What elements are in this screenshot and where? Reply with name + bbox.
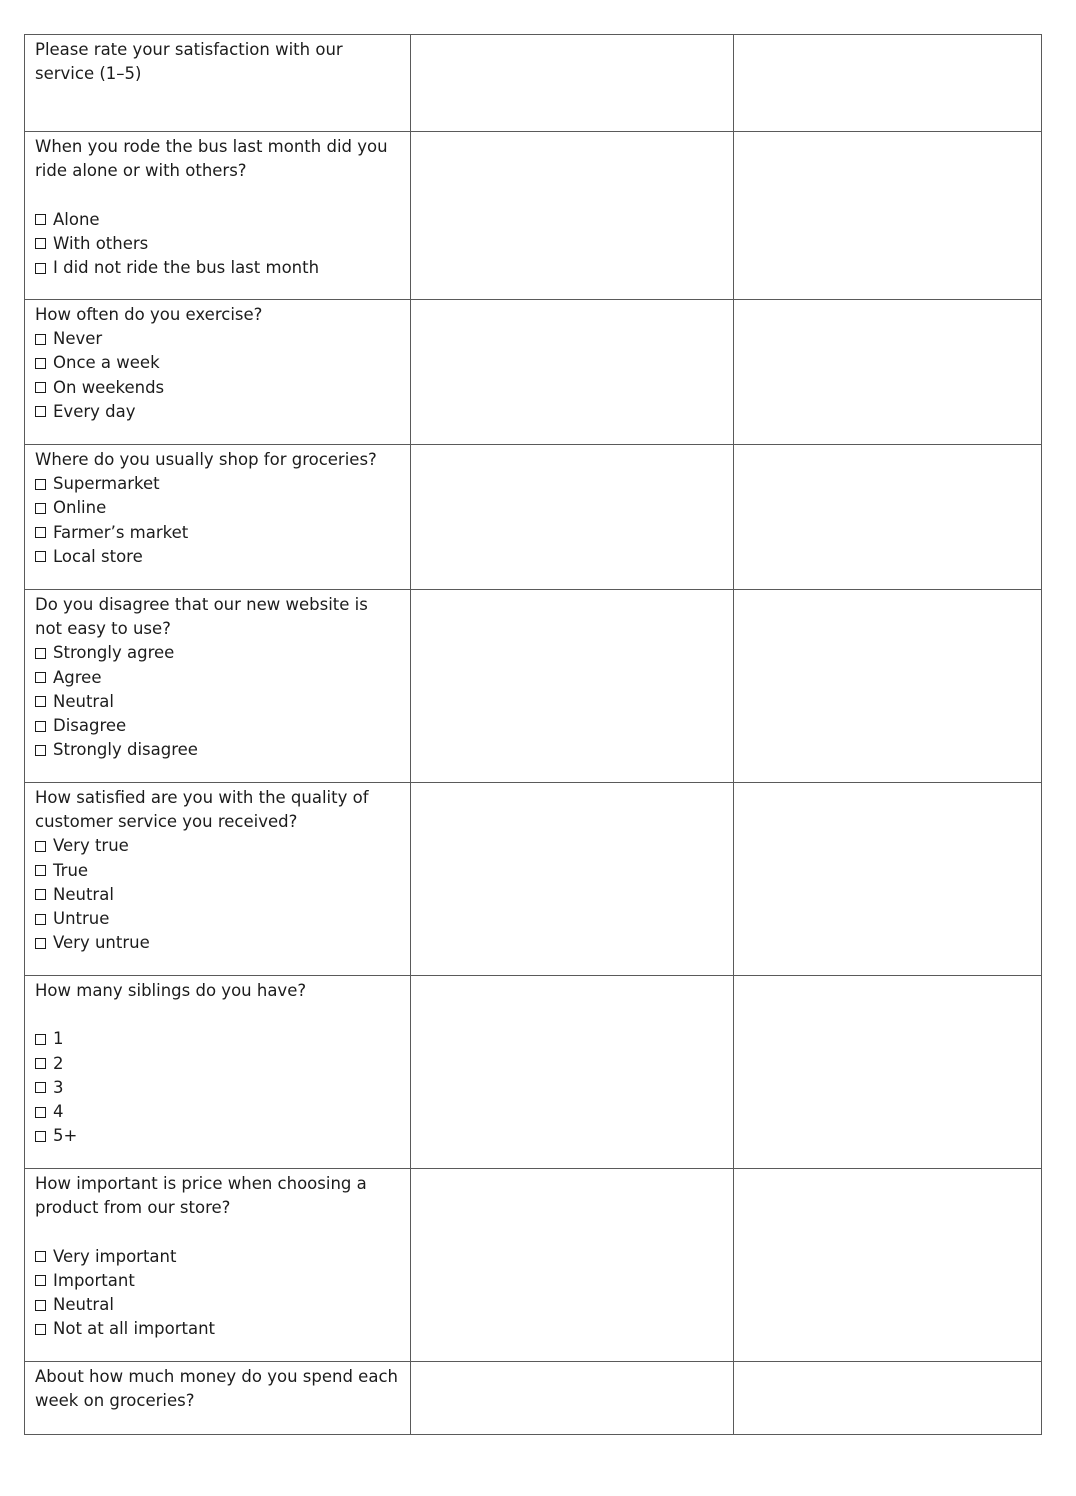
notes-cell[interactable]: [734, 976, 1042, 1169]
notes-cell[interactable]: [734, 783, 1042, 976]
option-item[interactable]: [35, 1269, 400, 1293]
checkbox-icon[interactable]: [35, 503, 46, 514]
checkbox-icon[interactable]: [35, 672, 46, 683]
option-label: With others: [53, 233, 149, 253]
checkbox-icon[interactable]: [35, 238, 46, 249]
answer-cell[interactable]: [411, 132, 734, 300]
checkbox-icon[interactable]: [35, 1058, 46, 1069]
answer-cell[interactable]: [411, 1169, 734, 1362]
option-label: 2: [53, 1053, 64, 1073]
option-item[interactable]: [35, 714, 400, 738]
checkbox-icon[interactable]: [35, 914, 46, 925]
question-text: How satisfied are you with the quality of customer service you received?: [35, 788, 369, 832]
option-label: True: [53, 860, 89, 880]
survey-table: [24, 34, 1042, 1435]
option-item[interactable]: [35, 327, 400, 351]
question-text: How important is price when choosing a product from our store?: [35, 1174, 367, 1218]
survey-row: [25, 445, 1042, 590]
option-label: Neutral: [53, 1294, 114, 1314]
option-label: Agree: [53, 667, 102, 687]
option-label: Alone: [53, 209, 100, 229]
question-cell: [25, 300, 411, 445]
checkbox-icon[interactable]: [35, 721, 46, 732]
survey-row: [25, 1362, 1042, 1435]
option-list: [35, 208, 400, 281]
option-item[interactable]: [35, 1100, 400, 1124]
checkbox-icon[interactable]: [35, 1107, 46, 1118]
question-cell: [25, 1169, 411, 1362]
option-label: On weekends: [53, 377, 165, 397]
notes-cell[interactable]: [734, 132, 1042, 300]
checkbox-icon[interactable]: [35, 551, 46, 562]
option-list: [35, 327, 400, 424]
option-label: Strongly disagree: [53, 740, 198, 760]
option-label: 3: [53, 1077, 64, 1097]
option-item[interactable]: [35, 545, 400, 569]
checkbox-icon[interactable]: [35, 1275, 46, 1286]
option-item[interactable]: [35, 376, 400, 400]
option-item[interactable]: [35, 256, 400, 280]
question-text: When you rode the bus last month did you ride alone or with others?: [35, 137, 388, 181]
option-list: [35, 1027, 400, 1148]
question-text: How often do you exercise?: [35, 305, 263, 324]
checkbox-icon[interactable]: [35, 1251, 46, 1262]
question-cell: [25, 445, 411, 590]
option-item[interactable]: [35, 931, 400, 955]
option-list: [35, 834, 400, 955]
survey-row: [25, 132, 1042, 300]
answer-cell[interactable]: [411, 1362, 734, 1435]
question-cell: [25, 1362, 411, 1435]
option-label: Not at all important: [53, 1319, 216, 1339]
answer-cell[interactable]: [411, 590, 734, 783]
checkbox-icon[interactable]: [35, 1131, 46, 1142]
option-label: 1: [53, 1029, 64, 1049]
option-label: Very untrue: [53, 933, 150, 953]
answer-cell[interactable]: [411, 445, 734, 590]
option-item[interactable]: [35, 1027, 400, 1051]
option-label: Important: [53, 1270, 135, 1290]
notes-cell[interactable]: [734, 445, 1042, 590]
option-label: 4: [53, 1101, 64, 1121]
checkbox-icon[interactable]: [35, 1034, 46, 1045]
checkbox-icon[interactable]: [35, 527, 46, 538]
option-label: Supermarket: [53, 474, 160, 494]
answer-cell[interactable]: [411, 35, 734, 132]
option-item[interactable]: [35, 1124, 400, 1148]
option-label: Very important: [53, 1246, 177, 1266]
checkbox-icon[interactable]: [35, 406, 46, 417]
question-cell: [25, 976, 411, 1169]
option-label: Online: [53, 498, 107, 518]
option-item[interactable]: [35, 859, 400, 883]
option-item[interactable]: [35, 738, 400, 762]
option-item[interactable]: [35, 834, 400, 858]
option-label: Never: [53, 329, 103, 349]
question-cell: [25, 132, 411, 300]
survey-row: [25, 590, 1042, 783]
question-text: Please rate your satisfaction with our service (1–5): [35, 40, 343, 84]
option-item[interactable]: [35, 1245, 400, 1269]
option-label: Neutral: [53, 691, 114, 711]
option-list: [35, 1245, 400, 1342]
checkbox-icon[interactable]: [35, 382, 46, 393]
notes-cell[interactable]: [734, 1169, 1042, 1362]
checkbox-icon[interactable]: [35, 263, 46, 274]
question-cell: [25, 35, 411, 132]
option-item[interactable]: [35, 400, 400, 424]
option-list: [35, 641, 400, 762]
checkbox-icon[interactable]: [35, 745, 46, 756]
checkbox-icon[interactable]: [35, 648, 46, 659]
option-label: 5+: [53, 1126, 78, 1146]
option-label: Strongly agree: [53, 643, 175, 663]
option-item[interactable]: [35, 351, 400, 375]
option-item[interactable]: [35, 496, 400, 520]
checkbox-icon[interactable]: [35, 334, 46, 345]
option-item[interactable]: [35, 208, 400, 232]
option-label: Very true: [53, 836, 129, 856]
survey-row: [25, 35, 1042, 132]
question-text: Where do you usually shop for groceries?: [35, 450, 377, 469]
notes-cell[interactable]: [734, 300, 1042, 445]
option-label: Local store: [53, 546, 143, 566]
answer-cell[interactable]: [411, 976, 734, 1169]
option-item[interactable]: [35, 1293, 400, 1317]
checkbox-icon[interactable]: [35, 1324, 46, 1335]
answer-cell[interactable]: [411, 783, 734, 976]
question-text: How many siblings do you have?: [35, 981, 307, 1000]
option-item[interactable]: [35, 641, 400, 665]
survey-row: [25, 783, 1042, 976]
notes-cell[interactable]: [734, 1362, 1042, 1435]
option-label: Untrue: [53, 908, 110, 928]
notes-cell[interactable]: [734, 590, 1042, 783]
option-label: Once a week: [53, 353, 160, 373]
checkbox-icon[interactable]: [35, 865, 46, 876]
question-cell: [25, 590, 411, 783]
answer-cell[interactable]: [411, 300, 734, 445]
option-item[interactable]: [35, 666, 400, 690]
question-text: Do you disagree that our new website is not easy to use?: [35, 595, 368, 639]
option-item[interactable]: [35, 690, 400, 714]
option-item[interactable]: [35, 907, 400, 931]
option-label: Farmer’s market: [53, 522, 189, 542]
checkbox-icon[interactable]: [35, 696, 46, 707]
option-item[interactable]: [35, 883, 400, 907]
survey-row: [25, 976, 1042, 1169]
notes-cell[interactable]: [734, 35, 1042, 132]
option-label: Neutral: [53, 884, 114, 904]
checkbox-icon[interactable]: [35, 1082, 46, 1093]
checkbox-icon[interactable]: [35, 938, 46, 949]
option-item[interactable]: [35, 1052, 400, 1076]
checkbox-icon[interactable]: [35, 1300, 46, 1311]
question-cell: [25, 783, 411, 976]
survey-row: [25, 300, 1042, 445]
option-item[interactable]: [35, 1317, 400, 1341]
option-label: Disagree: [53, 715, 127, 735]
survey-row: [25, 1169, 1042, 1362]
checkbox-icon[interactable]: [35, 358, 46, 369]
checkbox-icon[interactable]: [35, 214, 46, 225]
option-list: [35, 472, 400, 569]
question-text: About how much money do you spend each week on groceries?: [35, 1367, 398, 1411]
option-label: Every day: [53, 401, 136, 421]
option-label: I did not ride the bus last month: [53, 257, 320, 277]
checkbox-icon[interactable]: [35, 841, 46, 852]
checkbox-icon[interactable]: [35, 479, 46, 490]
option-item[interactable]: [35, 232, 400, 256]
option-item[interactable]: [35, 521, 400, 545]
option-item[interactable]: [35, 1076, 400, 1100]
option-item[interactable]: [35, 472, 400, 496]
checkbox-icon[interactable]: [35, 889, 46, 900]
